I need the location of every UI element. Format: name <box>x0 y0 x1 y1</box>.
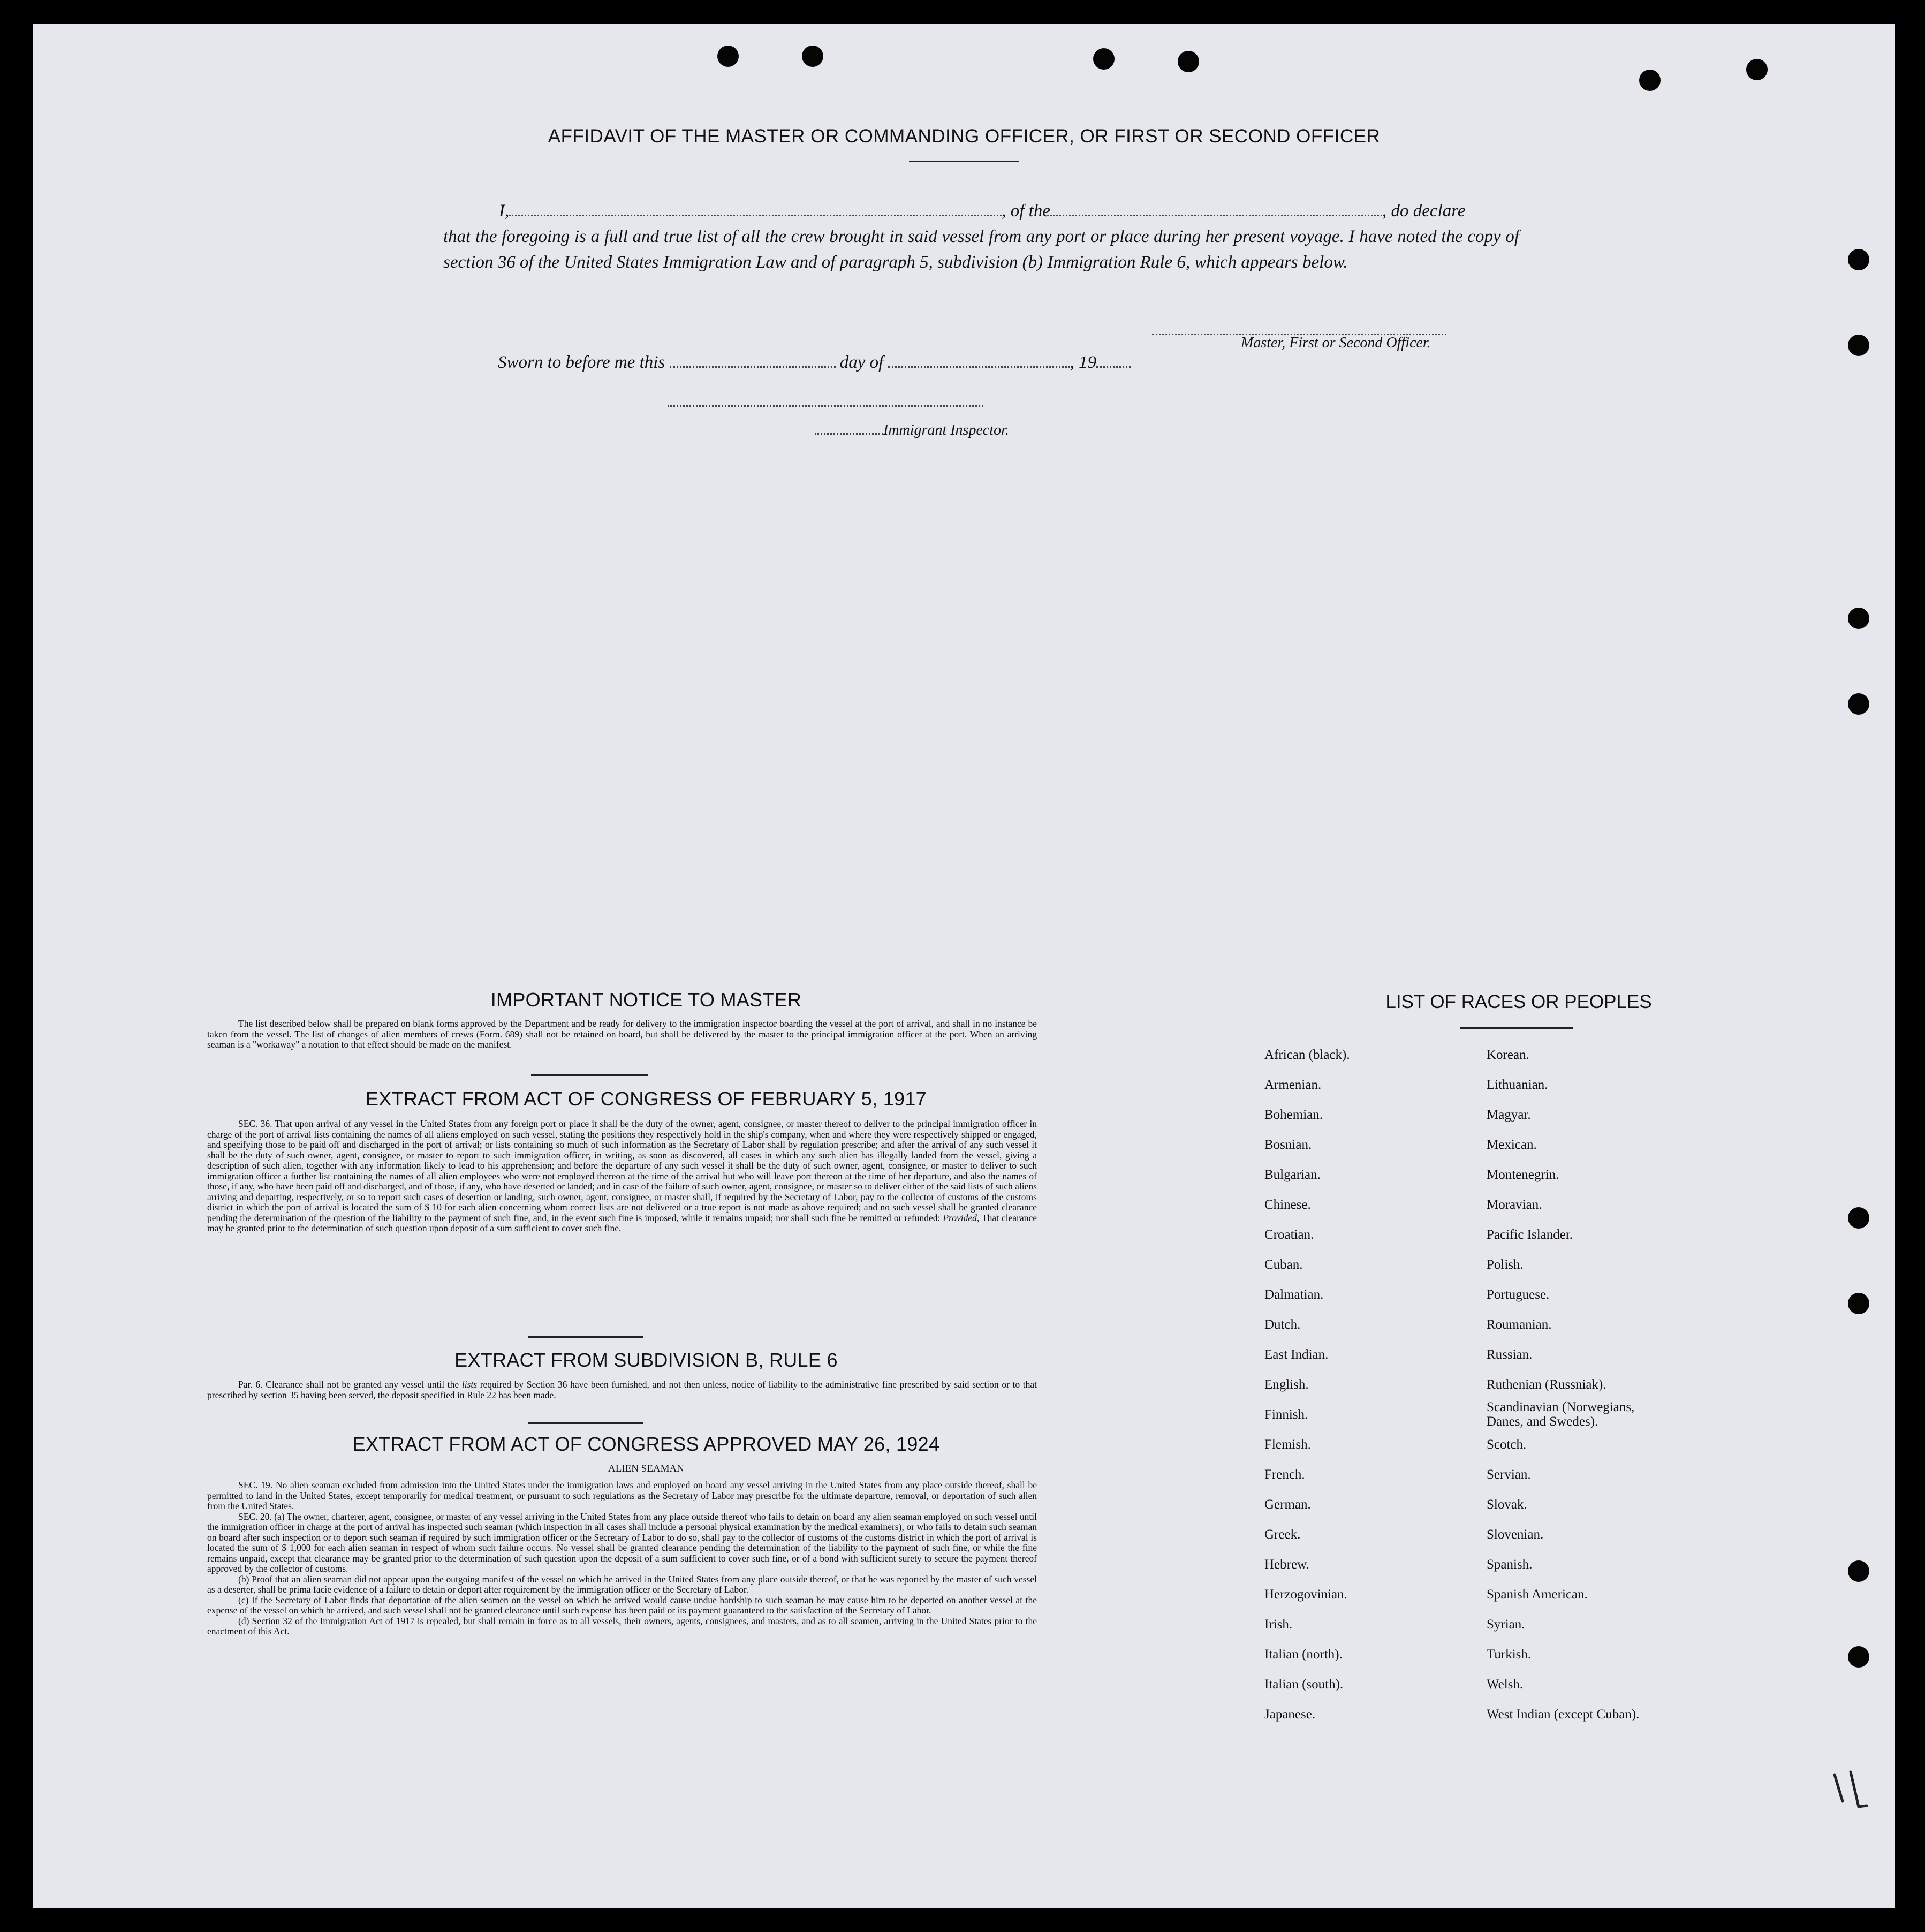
sec20a-paragraph: SEC. 20. (a) The owner, charterer, agent, consignee, or master of any vessel arriving in the United States from any place outside thereof who fails to detain on board any alien seaman employed on such vessel until the immigration officer in charge at the port of arrival has inspected such seaman (which inspection in all cases shall include a personal physical examination by the medical examiners), or who fails to detain such seaman on board after such inspection or to deport such seaman if required by such immigration officer or the Secretary of Labor to do so, shall pay to the collector of customs of the customs district in which the port of arrival is located the sum of $ 1,000 for each alien seaman in respect of whom such failure occurs. No vessel shall be granted clearance pending the determination of the liability to the payment of such fine, or while the fine remains unpaid, except that clearance may be granted prior to the determination of such question upon the deposit of a sum sufficient to cover such fine, or of a bond with sufficient surety to secure the payment thereof approved by the collector of customs. <box>207 1511 1037 1574</box>
race-item: Irish. <box>1264 1617 1293 1632</box>
race-item: Servian. <box>1487 1467 1531 1482</box>
race-item: Welsh. <box>1487 1677 1524 1692</box>
vessel-blank[interactable] <box>1050 201 1382 216</box>
extract-rule6-title: EXTRACT FROM SUBDIVISION B, RULE 6 <box>454 1349 838 1371</box>
race-item: Russian. <box>1487 1347 1533 1362</box>
race-item: Italian (south). <box>1264 1677 1344 1692</box>
rule6-text-a: Par. 6. Clearance shall not be granted any vessel until the <box>238 1379 459 1390</box>
race-item: Moravian. <box>1487 1198 1542 1212</box>
race-item: Chinese. <box>1264 1198 1311 1212</box>
race-item: Spanish American. <box>1487 1587 1588 1602</box>
notice-title: IMPORTANT NOTICE TO MASTER <box>490 989 802 1011</box>
punch-hole <box>1848 249 1869 270</box>
race-item: Slovenian. <box>1487 1527 1544 1542</box>
races-divider <box>1460 1027 1573 1029</box>
race-item: Magyar. <box>1487 1108 1531 1122</box>
race-item: Cuban. <box>1264 1257 1303 1272</box>
affidavit-body: that the foregoing is a full and true list of all the crew brought in said vessel from any port or place during her present voyage. I have noted the copy of section 36 of the United States Immigration Law and of paragraph 5, subdivision (b) Immigration Rule 6, which appears below. <box>443 227 1519 272</box>
race-item: Armenian. <box>1264 1078 1322 1092</box>
sworn-line <box>498 350 1131 375</box>
race-item: German. <box>1264 1497 1311 1512</box>
punch-hole <box>1848 1646 1869 1668</box>
race-item: Mexican. <box>1487 1138 1537 1152</box>
inspector-signature-line[interactable] <box>668 405 983 407</box>
rule6-text-b: required by Section 36 have been furnished, and not then unless, notice of liability to the administrative fine prescribed by said section or to that prescribed by section 35 having been served, the deposit specified in Rule 22 has been made. <box>207 1379 1037 1400</box>
race-item: Scotch. <box>1487 1437 1527 1452</box>
extract-1917-provided: Provided, <box>943 1212 980 1223</box>
races-title: LIST OF RACES OR PEOPLES <box>1385 991 1652 1012</box>
extract-1924-body <box>207 1480 1037 1637</box>
punch-hole <box>1746 59 1768 80</box>
punch-hole <box>1848 1207 1869 1229</box>
race-item: Bulgarian. <box>1264 1168 1321 1182</box>
sec20c-paragraph: (c) If the Secretary of Labor finds that deportation of the alien seamen on the vessel on which he arrived would cause undue hardship to such seaman he may cause him to be deported on another vessel at the expense of the vessel on which he arrived, and such vessel shall not be granted clearance until such expense has been paid or its payment guaranteed to the satisfaction of the Secretary of Labor. <box>207 1594 1037 1616</box>
race-item: East Indian. <box>1264 1347 1329 1362</box>
sworn-year: , 19 <box>1070 353 1097 372</box>
section-divider <box>531 1074 648 1076</box>
sec20d-paragraph: (d) Section 32 of the Immigration Act of 1917 is repealed, but shall remain in force as to all vessels, their owners, agents, consignees, and masters, and as to all seamen, arriving in the United States prior to the enactment of this Act. <box>207 1615 1037 1636</box>
punch-hole <box>1178 51 1199 72</box>
race-item: Hebrew. <box>1264 1557 1309 1572</box>
affidavit-title: AFFIDAVIT OF THE MASTER OR COMMANDING OFFICER, OR FIRST OR SECOND OFFICER <box>548 126 1381 147</box>
sworn-prefix: Sworn to before me this <box>498 353 665 372</box>
punch-hole <box>1848 1560 1869 1582</box>
name-blank[interactable] <box>509 201 1002 216</box>
section-divider <box>528 1336 643 1338</box>
handwritten-mark <box>1827 1764 1880 1817</box>
race-item: African (black). <box>1264 1048 1350 1062</box>
race-item: Polish. <box>1487 1257 1524 1272</box>
race-item: Roumanian. <box>1487 1317 1552 1332</box>
extract-1917-title: EXTRACT FROM ACT OF CONGRESS OF FEBRUARY 5, 1917 <box>366 1088 927 1110</box>
sec19-paragraph: SEC. 19. No alien seaman excluded from admission into the United States under the immigration laws and employed on board any vessel arriving in the United States from any place outside thereof, shall be permitted to land in the United States, except temporarily for medical treatment, or pursuant to such regulations as the Secretary of Labor may prescribe for the ultimate departure, removal, or deportation of such alien from the United States. <box>207 1480 1037 1511</box>
punch-hole <box>1848 693 1869 715</box>
inspector-blank[interactable] <box>815 421 883 435</box>
punch-hole <box>1639 70 1661 91</box>
sworn-day-blank[interactable] <box>670 352 836 368</box>
race-item: Spanish. <box>1487 1557 1533 1572</box>
race-item: Dalmatian. <box>1264 1287 1324 1302</box>
race-item: Syrian. <box>1487 1617 1525 1632</box>
rule6-lists: lists <box>461 1379 478 1390</box>
extract-1917-body: SEC. 36. That upon arrival of any vessel in the United States from any foreign port or place it shall be the duty of the owner, agent, consignee, or master thereof to deliver to the principal immigration officer in charge of the port of arrival lists containing the names of all aliens employed on such vessel, stating the positions they respectively hold in the ship's company, when and where they were respectively shipped or engaged, and specifying those to be paid off and discharged in the port of arrival; or lists containing so much of such information as the Secretary of Labor shall by regulation prescribe; and after the arrival of any such vessel it shall be the duty of such owner, agent, consignee, or master to report to such immigration officer, in writing, as soon as discovered, all cases in which any such alien has illegally landed from the vessel, giving a description of such alien, together with any information likely to lead to his apprehension; and before the departure of any such vessel it shall be the duty of such owner, agent, consignee, or master to deliver to such immigration officer a further list containing the names of all alien employees who were not employed thereon at the time of the arrival but who will leave port thereon at the time of her departure, and also the names of those, if any, who have been paid off and discharged, and of those, if any, who have deserted or landed; and in case of the failure of such owner, agent, consignee, or master so to deliver either of the said lists of such aliens arriving and departing, respectively, or so to report such cases of desertion or landing, such owner, agent, consignee, or master shall, if required by the Secretary of Labor, pay to the collector of customs of the customs district in which the port of arrival is located the sum of $ 10 for each alien concerning whom correct lists are not delivered or a true report is not made as above required; and no such vessel shall be granted clearance pending the determination of the question of the liability to the payment of such fine, and, in the event such fine is imposed, while it remains unpaid; nor shall such fine be remitted or refunded: <box>207 1118 1037 1223</box>
punch-hole <box>802 46 823 67</box>
extract-1917-body-end: That clearance may be granted prior to the determination of such question upon deposit of a sum sufficient to cover such fine. <box>207 1212 1037 1233</box>
affidavit-i: I, <box>499 201 510 221</box>
sworn-year-blank[interactable] <box>1096 352 1131 368</box>
race-item: Italian (north). <box>1264 1647 1343 1662</box>
punch-hole <box>1848 335 1869 356</box>
extract-1917-text <box>207 1119 1037 1234</box>
race-item: Finnish. <box>1264 1407 1308 1422</box>
race-item: Dutch. <box>1264 1317 1301 1332</box>
notice-text: The list described below shall be prepared on blank forms approved by the Department and be ready for delivery to the immigration inspector boarding the vessel at the port of arrival, and shall in no instance be taken from the vessel. The list of changes of alien members of crews (Form. 689) shall not be retained on board, but shall be delivered by the master to the principal immigration officer at the port. When an arriving seaman is a "workaway" a notation to that effect should be made on the manifest. <box>207 1018 1037 1050</box>
master-caption: Master, First or Second Officer. <box>1241 335 1431 351</box>
race-item: Korean. <box>1487 1048 1529 1062</box>
section-divider <box>528 1422 643 1424</box>
race-item: Ruthenian (Russniak). <box>1487 1377 1606 1392</box>
race-item: Flemish. <box>1264 1437 1311 1452</box>
race-item: Bohemian. <box>1264 1108 1323 1122</box>
race-item: Greek. <box>1264 1527 1301 1542</box>
punch-hole <box>1848 1293 1869 1314</box>
punch-hole <box>1848 608 1869 629</box>
title-divider <box>909 161 1019 162</box>
affidavit-declare: , do declare <box>1382 201 1466 221</box>
race-item: Pacific Islander. <box>1487 1228 1573 1242</box>
race-item: Japanese. <box>1264 1707 1316 1722</box>
race-item: Turkish. <box>1487 1647 1532 1662</box>
inspector-caption: Immigrant Inspector. <box>883 422 1009 438</box>
race-item: Croatian. <box>1264 1228 1314 1242</box>
race-item: French. <box>1264 1467 1305 1482</box>
sworn-month-blank[interactable] <box>888 352 1070 368</box>
sworn-day-of: day of <box>839 353 884 372</box>
race-item: Herzogovinian. <box>1264 1587 1347 1602</box>
race-item: Lithuanian. <box>1487 1078 1548 1092</box>
race-item: West Indian (except Cuban). <box>1487 1707 1640 1722</box>
affidavit-of-the: , of the <box>1002 201 1050 221</box>
extract-1924-title: EXTRACT FROM ACT OF CONGRESS APPROVED MAY 26, 1924 <box>352 1433 940 1455</box>
inspector-caption-line <box>815 421 1009 439</box>
race-item: Montenegrin. <box>1487 1168 1559 1182</box>
document-page <box>33 24 1895 1908</box>
race-item: Bosnian. <box>1264 1138 1312 1152</box>
sec20b-paragraph: (b) Proof that an alien seaman did not appear upon the outgoing manifest of the vessel on which he arrived in the United States from any place outside thereof, or that he was reported by the master of such vessel as a deserter, shall be prima facie evidence of a failure to detain or deport after requirement by the immigration officer or the Secretary of Labor. <box>207 1573 1037 1595</box>
extract-rule6-text <box>207 1380 1037 1400</box>
race-item: Portuguese. <box>1487 1287 1550 1302</box>
race-item: English. <box>1264 1377 1309 1392</box>
punch-hole <box>1093 48 1115 70</box>
extract-1924-subtitle: ALIEN SEAMAN <box>608 1463 684 1474</box>
race-item: Scandinavian (Norwegians, Danes, and Swedes). <box>1487 1400 1635 1429</box>
race-item: Slovak. <box>1487 1497 1527 1512</box>
affidavit-declaration-line <box>499 198 1521 224</box>
punch-hole <box>717 46 739 67</box>
